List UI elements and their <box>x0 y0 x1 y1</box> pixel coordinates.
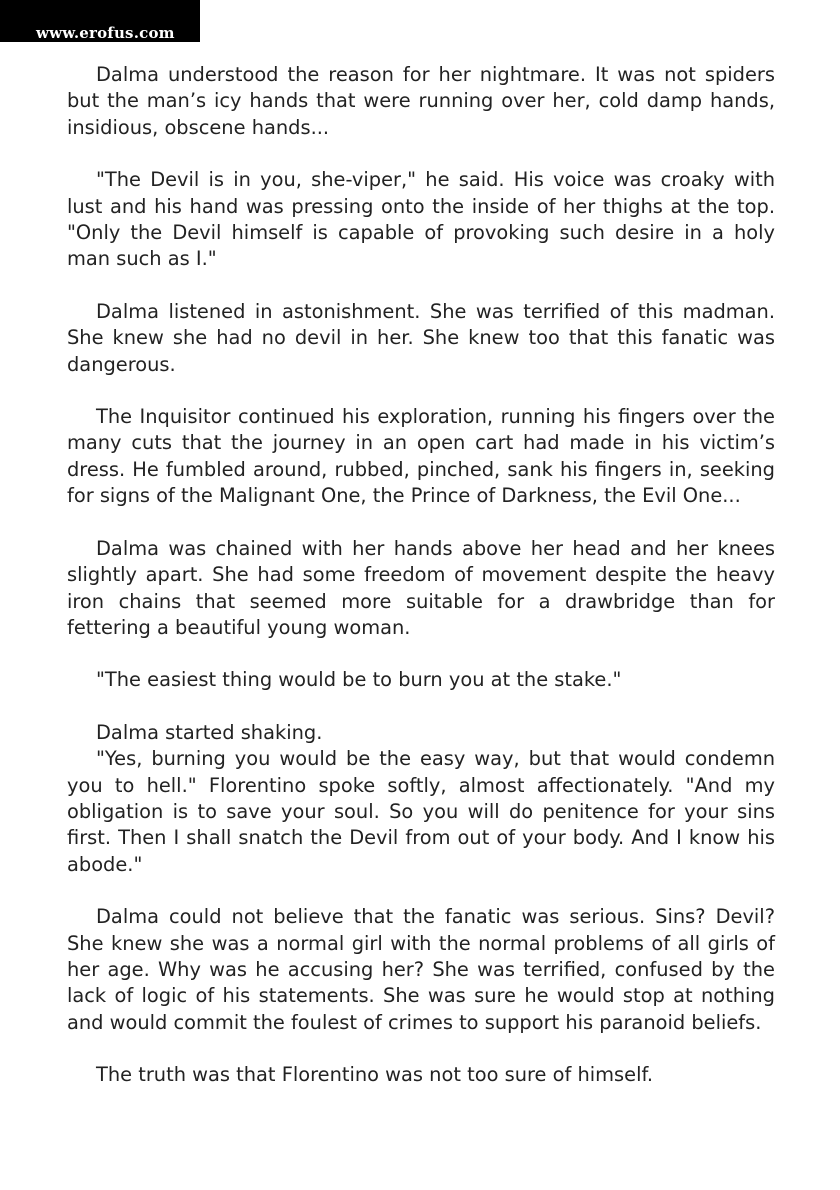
paragraph: "The Devil is in you, she-viper," he said. His voice was croaky with lust and his hand was pressing onto the inside of her thighs at the top. "Only the Devil himself is capable of provoking such desire in a holy man such as I." <box>67 168 775 271</box>
story-text <box>67 62 775 1089</box>
paragraph: Dalma understood the reason for her nightmare. It was not spiders but the man’s icy hands that were running over her, cold damp hands, insidious, obscene hands... <box>67 63 775 139</box>
paragraph: The truth was that Florentino was not too sure of himself. <box>96 1063 654 1087</box>
site-watermark[interactable]: www.erofus.com <box>36 24 175 42</box>
paragraph: The Inquisitor continued his exploration, running his fingers over the many cuts that the journey in an open cart had made in his victim’s dress. He fumbled around, rubbed, pinched, sank his fingers in, seeking for signs of the Malignant One, the Prince of Darkness, the Evil One... <box>67 405 775 508</box>
paragraph: Dalma was chained with her hands above her head and her knees slightly apart. She had some freedom of movement despite the heavy iron chains that seemed more suitable for a drawbridge than for fettering a beautiful young woman. <box>67 536 775 639</box>
paragraph: Dalma could not believe that the fanatic was serious. Sins? Devil? She knew she was a normal girl with the normal problems of all girls of her age. Why was he accusing her? She was terrified, confused by the lack of logic of his statements. She was sure he would stop at nothing and would commit the foulest of crimes to support his paranoid beliefs. <box>67 905 775 1034</box>
paragraph: Dalma started shaking. <box>96 720 323 744</box>
paragraph: "The easiest thing would be to burn you at the stake." <box>96 668 622 692</box>
paragraph: "Yes, burning you would be the easy way, but that would condemn you to hell." Florentino spoke softly, almost affectionately. "And my obligation is to save your soul. So you will do penitence for your sins first. Then I shall snatch the Devil from out of your body. And I know his abode." <box>67 747 775 876</box>
paragraph: Dalma listened in astonishment. She was terrified of this madman. She knew she had no devil in her. She knew too that this fanatic was dangerous. <box>67 299 775 376</box>
header-bar <box>0 0 840 42</box>
